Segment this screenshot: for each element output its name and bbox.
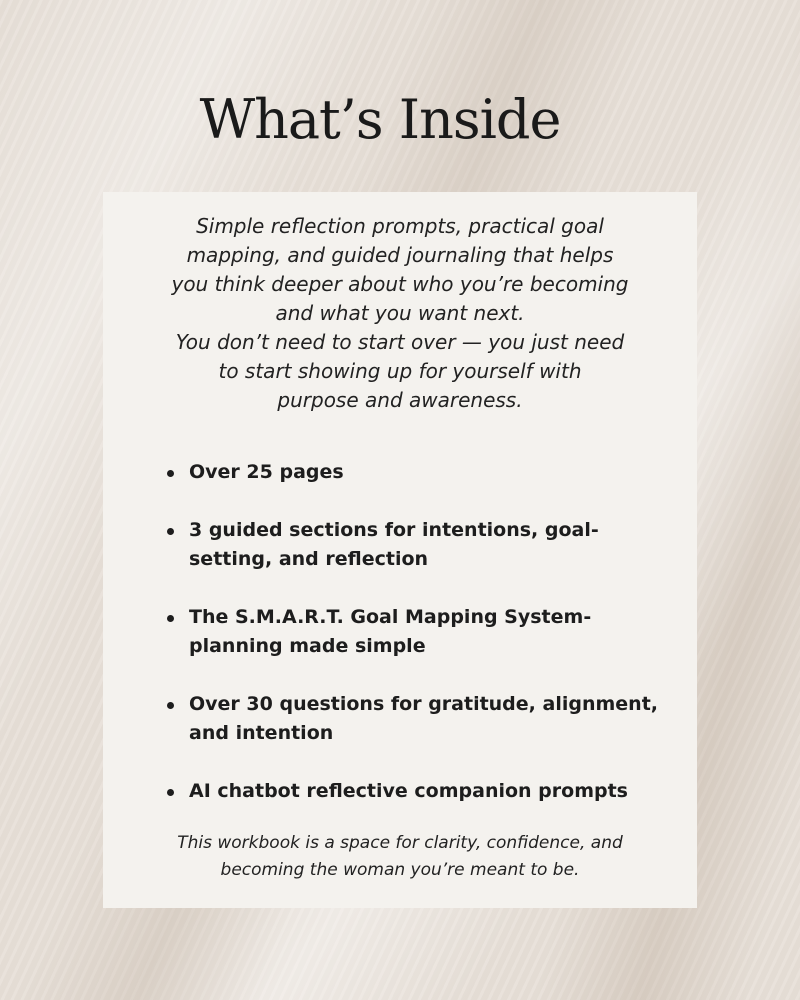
feature-item-sections	[167, 516, 687, 574]
intro-line: and what you want next.	[275, 301, 525, 325]
closing-line: This workbook is a space for clarity, confidence, and	[177, 833, 623, 853]
feature-text: Over 30 questions for gratitude, alignment,	[189, 693, 658, 715]
bullet-icon	[167, 615, 174, 622]
feature-text: setting, and reflection	[189, 548, 429, 570]
feature-item-ai-prompts	[167, 777, 687, 806]
feature-text: planning made simple	[189, 635, 426, 657]
feature-text: The S.M.A.R.T. Goal Mapping System-	[189, 606, 592, 628]
bullet-icon	[167, 702, 174, 709]
intro-line: You don’t need to start over — you just need	[175, 330, 625, 354]
feature-item-pages	[167, 458, 687, 487]
feature-text: Over 25 pages	[189, 461, 344, 483]
intro-line: purpose and awareness.	[277, 388, 523, 412]
feature-item-smart-system	[167, 603, 687, 661]
bullet-icon	[167, 528, 174, 535]
feature-item-questions	[167, 690, 687, 748]
feature-text: AI chatbot reflective companion prompts	[189, 780, 628, 802]
closing-line: becoming the woman you’re meant to be.	[220, 860, 580, 880]
feature-list	[167, 458, 687, 835]
intro-line: Simple reflection prompts, practical goal	[196, 214, 604, 238]
feature-text: 3 guided sections for intentions, goal-	[189, 519, 599, 541]
feature-text: and intention	[189, 722, 334, 744]
closing-text	[103, 830, 697, 884]
intro-line: to start showing up for yourself with	[218, 359, 582, 383]
content-card	[103, 192, 697, 908]
intro-line: you think deeper about who you’re becoming	[171, 272, 629, 296]
bullet-icon	[167, 470, 174, 477]
intro-line: mapping, and guided journaling that helps	[186, 243, 614, 267]
intro-text	[103, 212, 697, 415]
page-title: What’s Inside	[199, 88, 561, 151]
bullet-icon	[167, 789, 174, 796]
